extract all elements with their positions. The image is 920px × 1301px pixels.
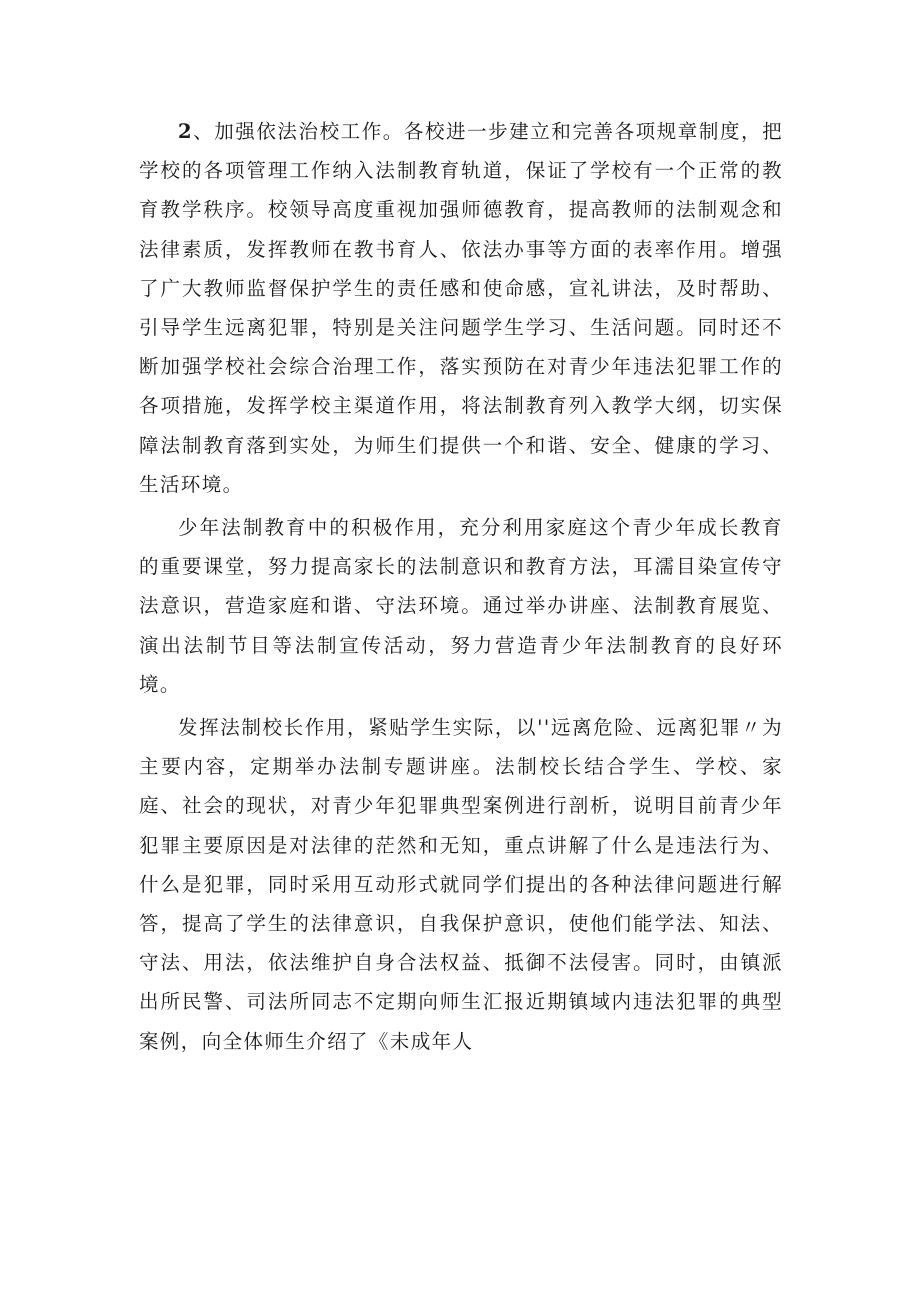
paragraph-3	[139, 708, 783, 1061]
paragraph-1-text: 、加强依法治校工作。各校进一步建立和完善各项规章制度，把学校的各项管理工作纳入法制教育轨道，保证了学校有一个正常的教育教学秩序。校领导高度重视加强师德教育，提高教师的法制观念和法律素质，发挥教师在教书育人、依法办事等方面的表率作用。增强了广大教师监督保护学生的责任感和使命感，宣礼讲法，及时帮助、引导学生远离犯罪，特别是关注问题学生学习、生活问题。同时还不断加强学校社会综合治理工作，落实预防在对青少年违法犯罪工作的各项措施，发挥学校主渠道作用，将法制教育列入教学大纲，切实保障法制教育落到实处，为师生们提供一个和谐、安全、健康的学习、生活环境。	[139, 120, 783, 496]
paragraph-3-text: 发挥法制校长作用，紧贴学生实际，以''远离危险、远离犯罪〃为主要内容，定期举办法制专题讲座。法制校长结合学生、学校、家庭、社会的现状，对青少年犯罪典型案例进行剖析，说明目前青少年犯罪主要原因是对法律的茫然和无知，重点讲解了什么是违法行为、什么是犯罪，同时采用互动形式就同学们提出的各种法律问题进行解答，提高了学生的法律意识，自我保护意识，使他们能学法、知法、守法、用法，依法维护自身合法权益、抵御不法侵害。同时，由镇派出所民警、司法所同志不定期向师生汇报近期镇域内违法犯罪的典型案例，向全体师生介绍了《未成年人	[139, 716, 783, 1053]
paragraph-2	[139, 508, 783, 704]
paragraph-1	[139, 112, 783, 504]
document-body	[139, 112, 783, 1065]
paragraph-2-text: 少年法制教育中的积极作用，充分利用家庭这个青少年成长教育的重要课堂，努力提高家长的法制意识和教育方法，耳濡目染宣传守法意识，营造家庭和谐、守法环境。通过举办讲座、法制教育展览、演出法制节目等法制宣传活动，努力营造青少年法制教育的良好环境。	[139, 516, 783, 696]
paragraph-number: 2	[178, 120, 193, 143]
